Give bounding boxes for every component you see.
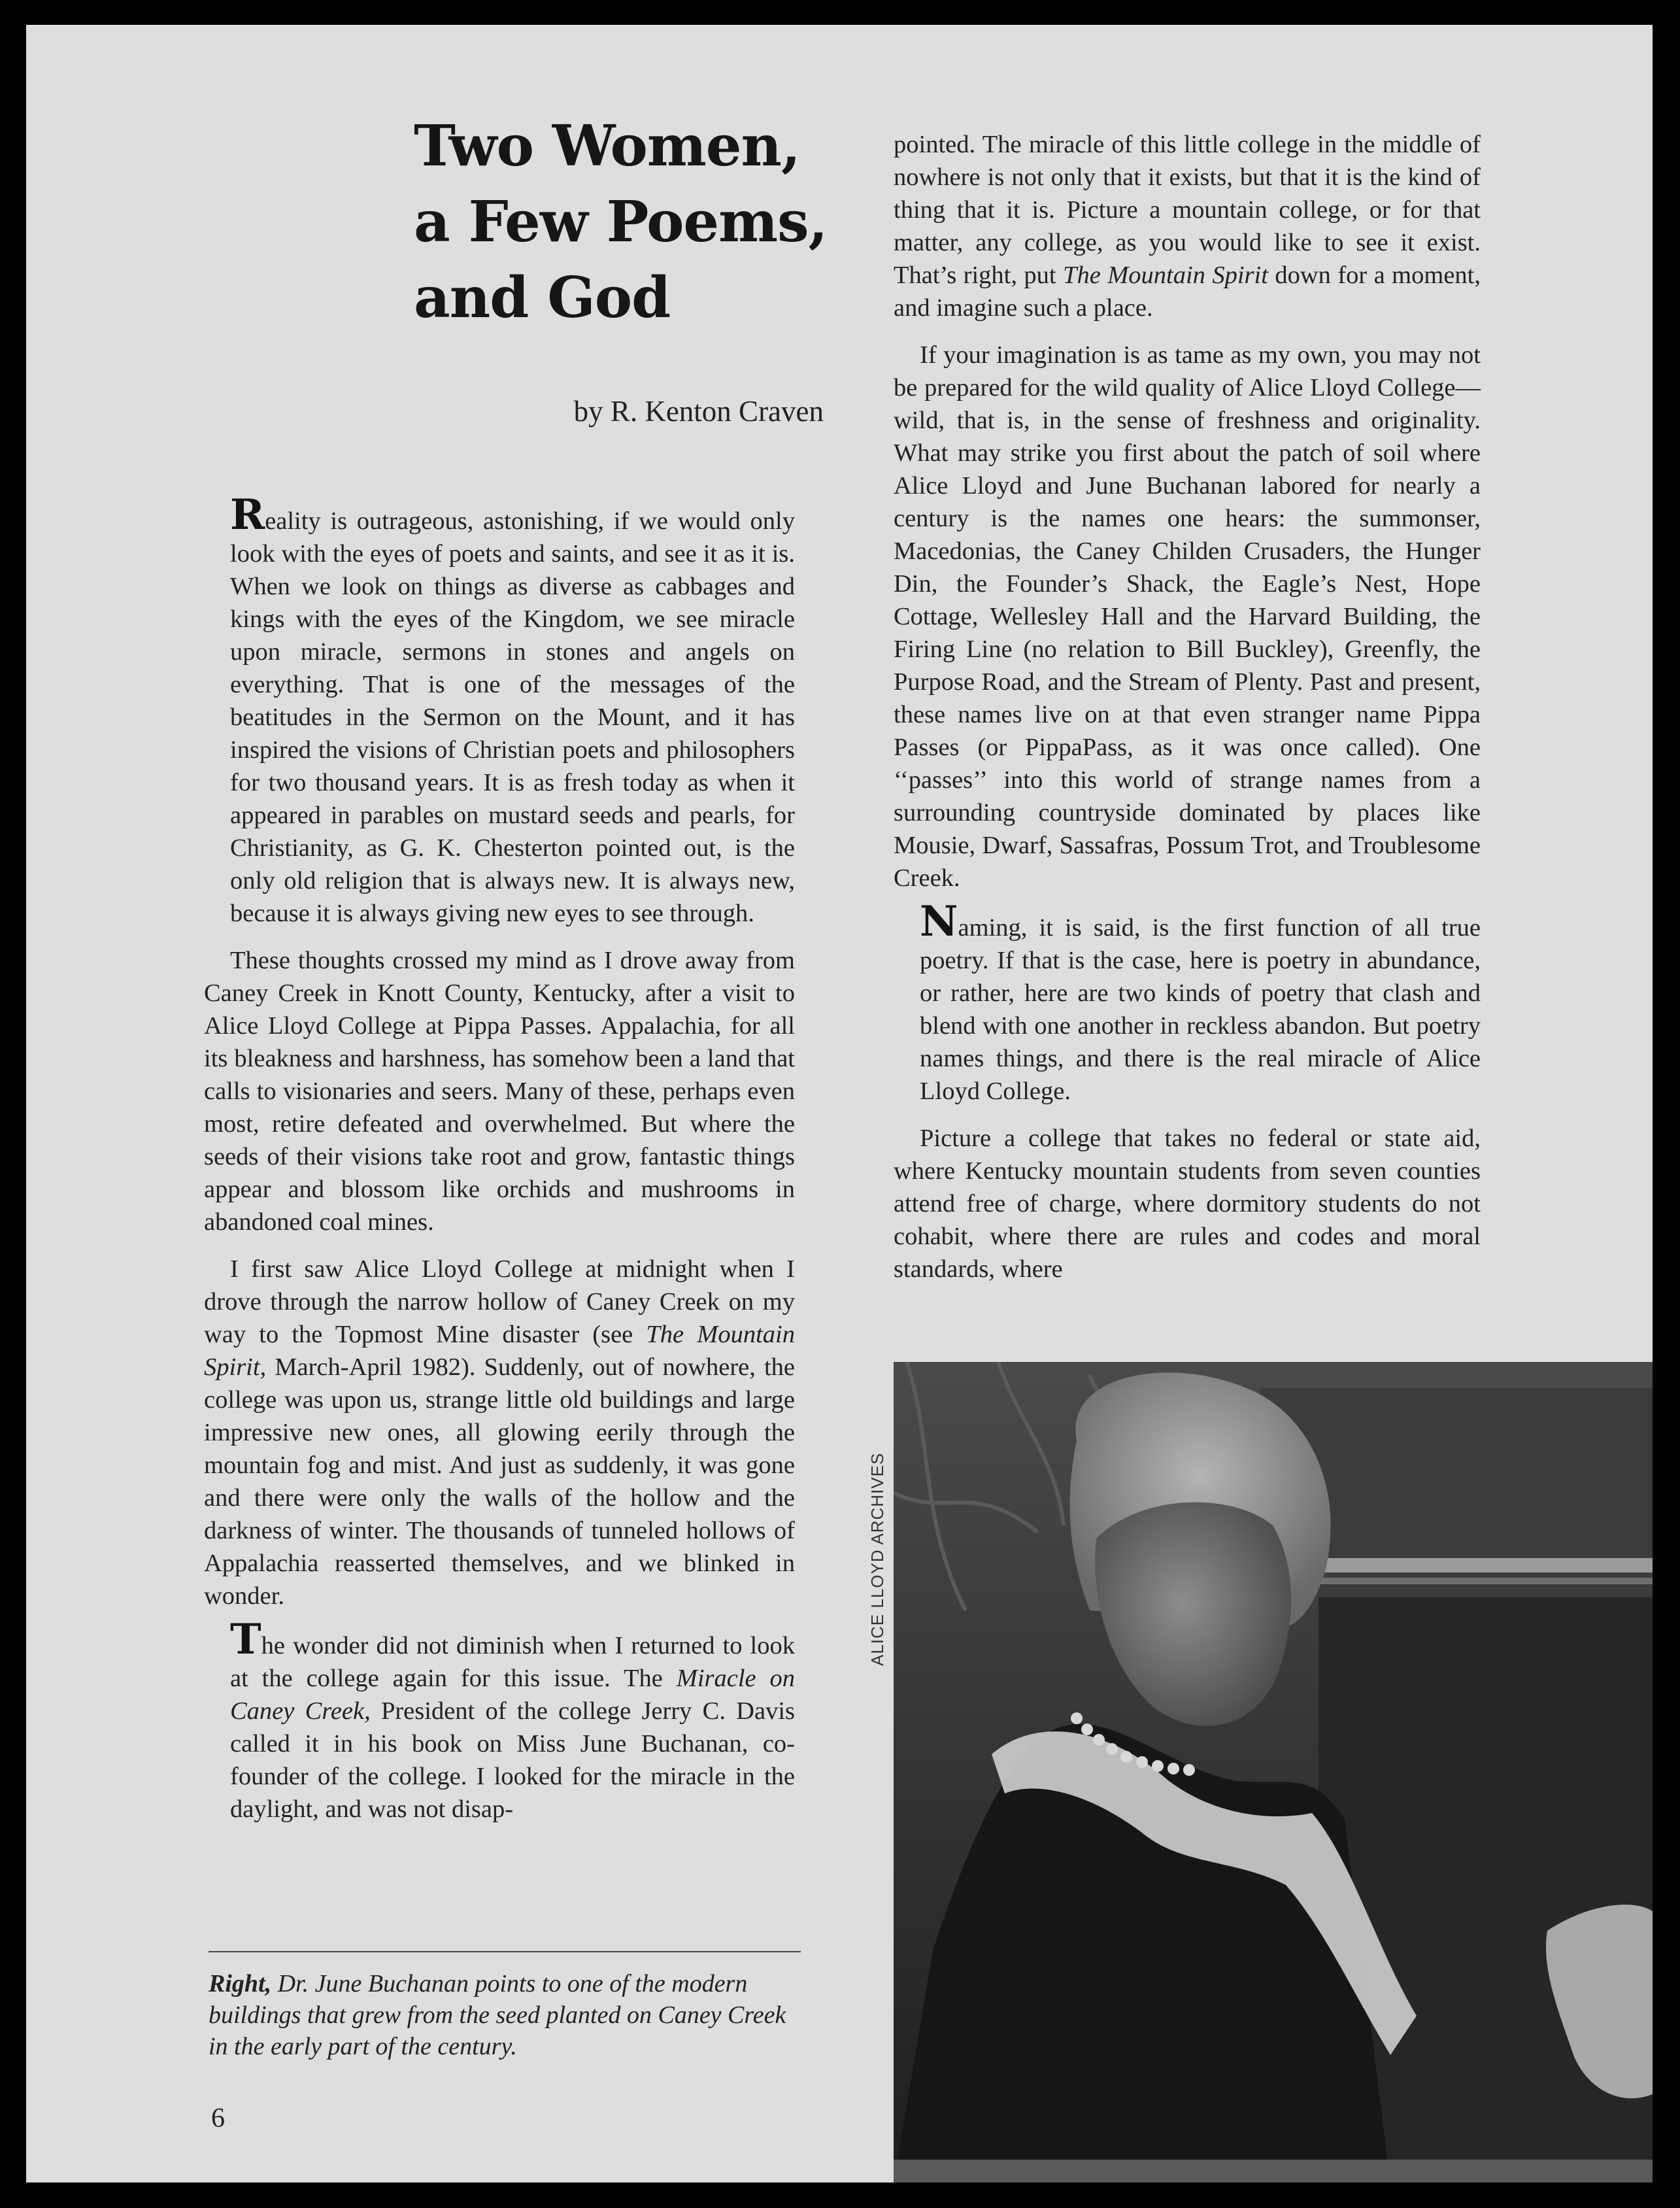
title-line-3: and God: [414, 265, 671, 331]
drop-cap: R: [230, 490, 265, 539]
caption-divider: [209, 1951, 801, 1952]
paragraph-7: [894, 897, 1481, 1108]
paragraph-5: [894, 128, 1481, 324]
drop-cap: T: [230, 1615, 261, 1664]
paragraph-4: [204, 1615, 796, 1826]
left-column: [204, 490, 796, 1840]
paragraph-text: down for a moment, and imagine such a place.: [894, 262, 1481, 322]
italic-title: The Mountain Spirit: [1063, 262, 1268, 289]
caption-text: Dr. June Buchanan points to one of the modern buildings that grew from the seed planted on Caney Creek in the early part of the century.: [209, 1970, 786, 2060]
paragraph-text: eality is outrageous, astonishing, if we would only look with the eyes of poets and saints, and see it as it is. When we look on things as diverse as cabbages and kings with the eyes of the Kingdom, we see miracle upon miracle, sermons in stones and angels on everything. That is one of the messages of the beatitudes in the Sermon on the Mount, and it has inspired the visions of Christian poets and philosophers for two thousand years. It is as fresh today as when it appeared in parables on mustard seeds and pearls, for Christianity, as G. K. Chesterton pointed out, is the only old religion that is always new. It is always new, because it is always giving new eyes to see through.: [230, 507, 795, 927]
archive-photo: [894, 1362, 1653, 2183]
drop-cap: N: [920, 897, 958, 946]
photo-caption: [209, 1968, 810, 2062]
caption-lead: Right,: [209, 1970, 272, 1997]
paragraph-text: I first saw Alice Lloyd College at midnight when I drove through the narrow hollow of Caney Creek on my way to the Topmost Mine disaster (see: [204, 1255, 795, 1348]
title-line-1: Two Women,: [414, 113, 800, 179]
paragraph-text: Picture a college that takes no federal or state aid, where Kentucky mountain students from seven counties attend free of charge, where dormitory students do not cohabit, where there are rules and codes and moral standards, where: [894, 1125, 1481, 1283]
paragraph-2: [204, 944, 795, 1238]
paragraph-3: [204, 1253, 795, 1612]
italic-title: The Mountain Spirit,: [204, 1321, 795, 1381]
italic-title: Miracle on Caney Creek,: [230, 1665, 796, 1725]
title-line-2: a Few Poems,: [414, 189, 828, 255]
page-number: 6: [211, 2103, 225, 2133]
paragraph-text: March-April 1982). Suddenly, out of nowhere, the college was upon us, strange little old buildings and large impressive new ones, all glowing eerily through the mountain fog and mist. And just as suddenly, it was gone and there were only the walls of the hollow and the darkness of winter. The thousands of tunneled hollows of Appalachia reasserted themselves, and we blinked in wonder.: [204, 1353, 795, 1610]
paragraph-6: [894, 339, 1481, 894]
paragraph-text: If your imagination is as tame as my own, you may not be prepared for the wild quality of Alice Lloyd College—wild, that is, in the sense of freshness and originality. What may strike you first about the patch of soil where Alice Lloyd and June Buchanan labored for nearly a century is the names one hears: the summonser, Macedonias, the Caney Childen Crusaders, the Hunger Din, the Founder’s Shack, the Eagle’s Nest, Hope Cottage, Wellesley Hall and the Harvard Building, the Firing Line (no relation to Bill Buckley), Greenfly, the Purpose Road, and the Stream of Plenty. Past and present, these names live on at that even stranger name Pippa Passes (or PippaPass, as it was once called). One ‘‘passes’’ into this world of strange names from a surrounding countryside dominated by places like Mousie, Dwarf, Sassafras, Possum Trot, and Troublesome Creek.: [894, 341, 1481, 892]
paragraph-text: These thoughts crossed my mind as I drove away from Caney Creek in Knott County, Kentucky, after a visit to Alice Lloyd College at Pippa Passes. Appalachia, for all its bleakness and harshness, has somehow been a land that calls to visionaries and seers. Many of these, perhaps even most, retire defeated and overwhelmed. But where the seeds of their visions take root and grow, fantastic things appear and blossom like orchids and mushrooms in abandoned coal mines.: [204, 947, 795, 1236]
paragraph-text: President of the college Jerry C. Davis called it in his book on Miss June Buchanan, co-founder of the college. I looked for the miracle in the daylight, and was not disap-: [230, 1697, 795, 1823]
right-column: [894, 128, 1481, 1300]
paragraph-text: pointed. The miracle of this little college in the middle of nowhere is not only that it exists, but that it is the kind of thing that it is. Picture a mountain college, or for that matter, any college, as you would like to see it exist. That’s right, put: [894, 131, 1481, 289]
paragraph-1: [204, 490, 795, 930]
portrait-illustration: [894, 1362, 1653, 2183]
byline: by R. Kenton Craven: [573, 395, 824, 428]
paragraph-8: [894, 1122, 1481, 1285]
paragraph-text: he wonder did not diminish when I returned to look at the college again for this issue. The: [230, 1632, 795, 1692]
photo-credit: ALICE LLOYD ARCHIVES: [867, 1452, 887, 1666]
article-title: [414, 109, 828, 336]
paragraph-text: aming, it is said, is the first function of all true poetry. If that is the case, here is poetry in abundance, or rather, here are two kinds of poetry that clash and blend with one another in reckless abandon. But poetry names things, and there is the real miracle of Alice Lloyd College.: [920, 914, 1481, 1105]
magazine-page: [26, 25, 1653, 2183]
